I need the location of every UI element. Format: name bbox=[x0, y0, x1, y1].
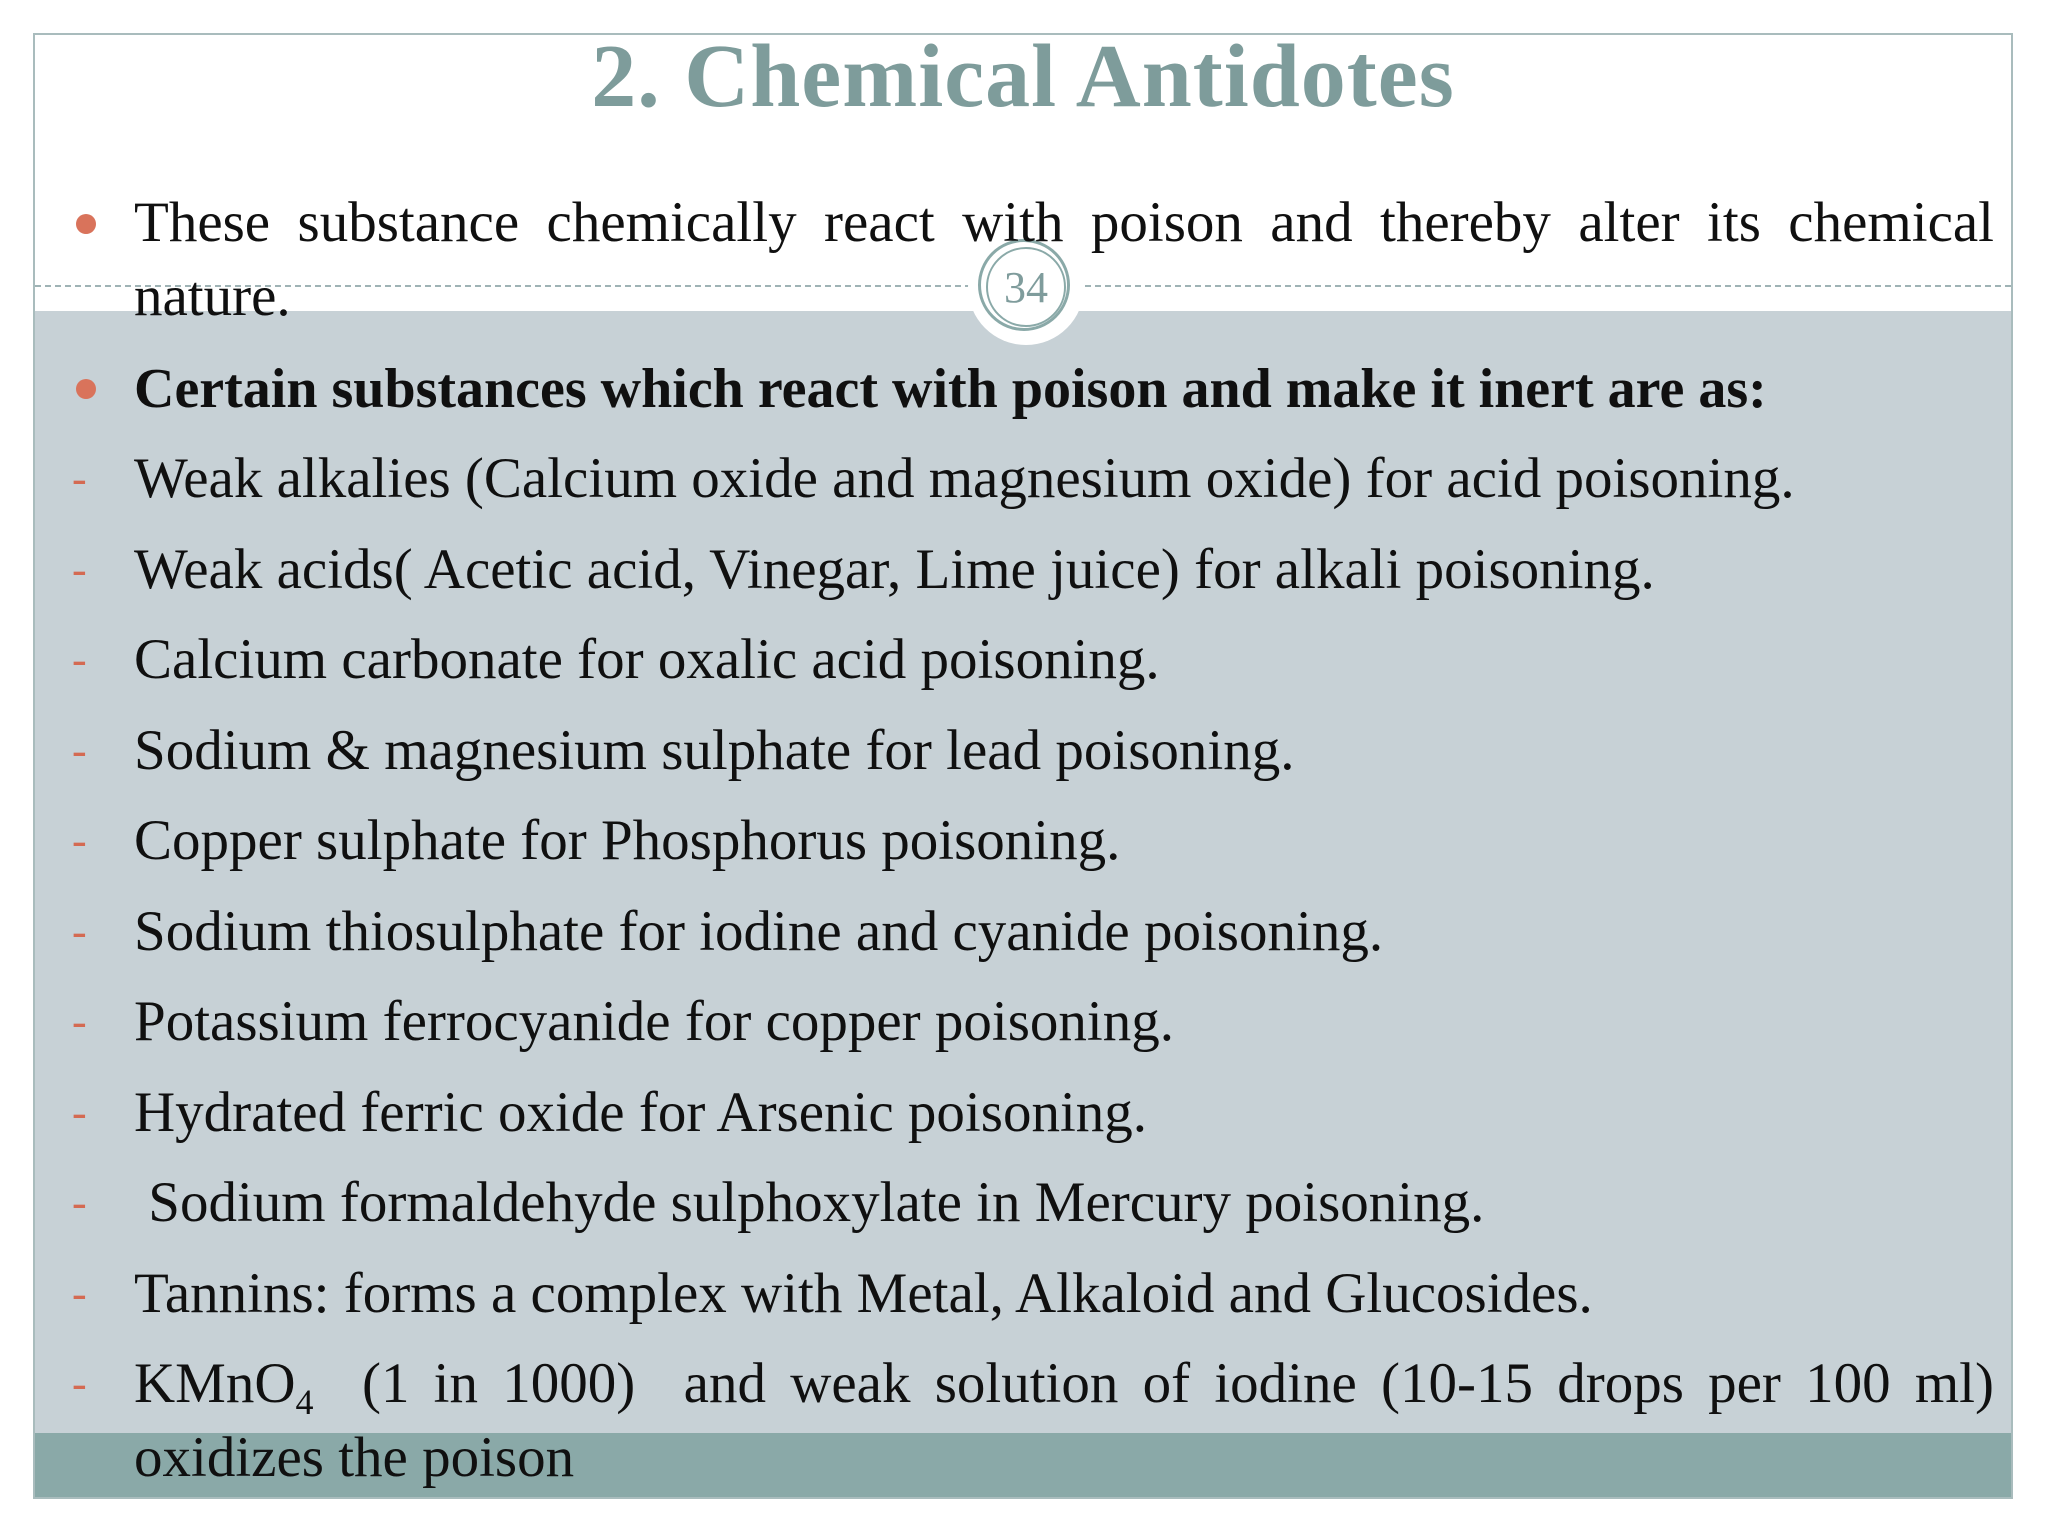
dash-marker: - bbox=[72, 907, 87, 956]
dash-marker: - bbox=[72, 1178, 87, 1227]
dash-marker: - bbox=[72, 997, 87, 1046]
page-number: 34 bbox=[986, 247, 1066, 327]
formula-base: KMnO bbox=[134, 1352, 296, 1415]
formula-subscript: 4 bbox=[295, 1382, 314, 1422]
bullet-icon bbox=[76, 379, 96, 399]
list-item: Sodium & magnesium sulphate for lead poisoning. bbox=[134, 719, 1295, 782]
list-item: Sodium thiosulphate for iodine and cyanide poisoning. bbox=[134, 900, 1384, 963]
list-item: Copper sulphate for Phosphorus poisoning. bbox=[134, 809, 1121, 872]
bullet-text: These substance chemically react with poison and thereby alter its chemical nature. bbox=[134, 191, 1994, 328]
dash-marker: - bbox=[72, 545, 87, 594]
slide-title: 2. Chemical Antidotes bbox=[591, 27, 1455, 126]
list-item: Hydrated ferric oxide for Arsenic poisoning. bbox=[134, 1081, 1148, 1144]
bullet-icon bbox=[76, 214, 96, 234]
dash-marker: - bbox=[72, 635, 87, 684]
dash-marker: - bbox=[72, 1359, 87, 1408]
list-item: Potassium ferrocyanide for copper poisoning. bbox=[134, 990, 1174, 1053]
list-item: Sodium formaldehyde sulphoxylate in Mercury poisoning. bbox=[134, 1171, 1485, 1234]
list-item-text: (1 in 1000) and weak solution of iodine (10-15 drops per 100 ml) oxidizes the poison bbox=[134, 1352, 2009, 1489]
list-item: Tannins: forms a complex with Metal, Alkaloid and Glucosides. bbox=[134, 1262, 1593, 1325]
dash-marker: - bbox=[72, 1269, 87, 1318]
bullet-text-bold: Certain substances which react with poison and make it inert are as: bbox=[134, 358, 1767, 420]
dash-marker: - bbox=[72, 454, 87, 503]
dash-marker: - bbox=[72, 726, 87, 775]
list-item: Calcium carbonate for oxalic acid poisoning. bbox=[134, 628, 1160, 691]
list-item-kmno4 bbox=[134, 1347, 2009, 1495]
list-item: Weak acids( Acetic acid, Vinegar, Lime juice) for alkali poisoning. bbox=[134, 538, 1655, 601]
dash-marker: - bbox=[72, 1088, 87, 1137]
dash-marker: - bbox=[72, 816, 87, 865]
list-item: Weak alkalies (Calcium oxide and magnesium oxide) for acid poisoning. bbox=[134, 447, 1795, 510]
